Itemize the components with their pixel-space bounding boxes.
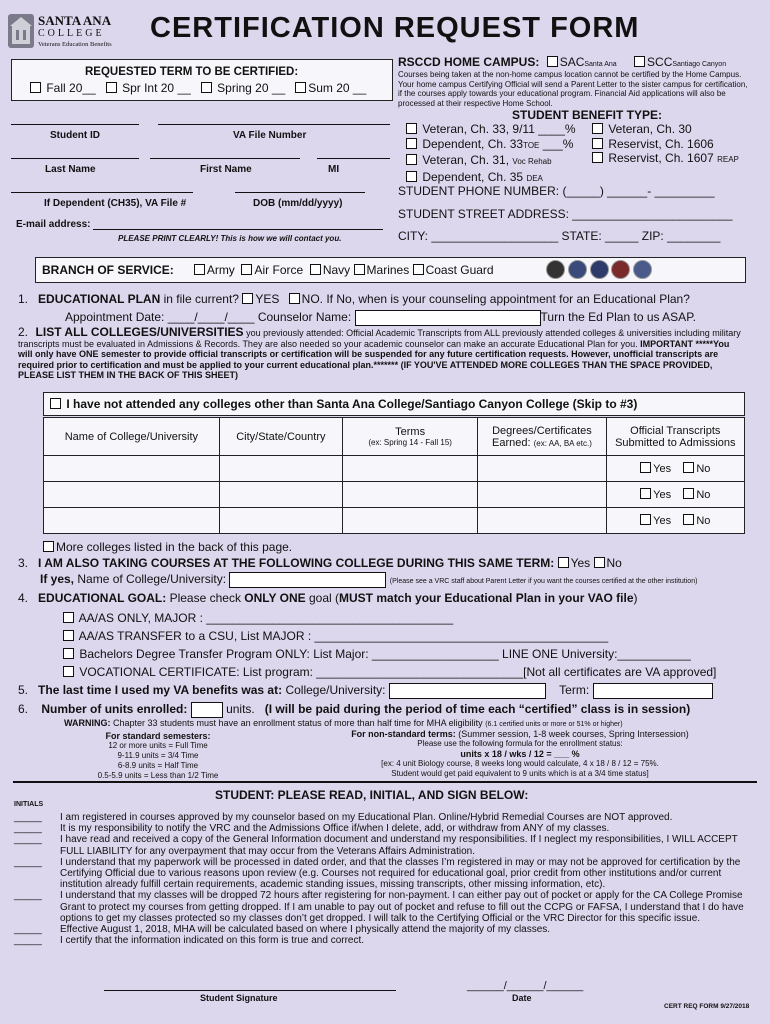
term-spring[interactable]: Spring 20 __ (201, 81, 285, 95)
benefit-ch33[interactable]: Veteran, Ch. 33, 9/11 ____% (406, 122, 576, 137)
q3-no-checkbox[interactable] (594, 557, 605, 568)
q1-followup: If No, when is your counseling appointment for an Educational Plan? (323, 292, 690, 306)
colleges-table (43, 417, 745, 534)
initial-field[interactable]: _____ (14, 935, 42, 947)
q1-no-checkbox[interactable] (289, 293, 300, 304)
service-seals (546, 260, 652, 282)
campus-section (398, 55, 758, 108)
benefit-heading: STUDENT BENEFIT TYPE: (512, 108, 663, 122)
marines-seal-icon (611, 260, 630, 279)
ack-item: _____ I understand that my paperwork will be processed in dated order, and that the classes I’m registered in may or may not be approved for certification by the Certifying Official due to various reasons upon review (e.g. Courses not required for educational goal, prior credit from other institutions and/or current institution already fulfill certain requirements, academic standing issues, missing transcripts, other missing information, etc). (14, 856, 741, 891)
initial-field[interactable]: _____ (14, 823, 42, 835)
last-name-label: Last Name (45, 164, 96, 175)
air-force-seal-icon (568, 260, 587, 279)
benefit-ch30[interactable]: Veteran, Ch. 30 (592, 122, 739, 137)
table-row[interactable]: Yes No (44, 508, 745, 534)
q2 (18, 327, 746, 381)
va-file-label: VA File Number (233, 130, 307, 141)
benefit-ch31[interactable]: Veteran, Ch. 31, Voc Rehab (406, 153, 576, 170)
q2-lead: LIST ALL COLLEGES/UNIVERSITIES (35, 325, 244, 339)
branch-army[interactable]: Army (194, 263, 235, 277)
q6: 6. Number of units enrolled: units. (I will be paid during the period of time each “certified” class is in session) (18, 702, 691, 717)
table-row[interactable]: Yes No (44, 456, 745, 482)
initial-field[interactable]: _____ (14, 856, 42, 868)
not-attended-label: I have not attended any colleges other than Santa Ana College/Santiago Canyon College (Skip to #3) (66, 397, 638, 411)
q2-num: 2. (18, 325, 29, 339)
logo-line1: SANTA ANA (38, 13, 112, 28)
email-label: E-mail address: (16, 219, 91, 230)
yes-checkbox[interactable] (640, 488, 651, 499)
campus-heading: RSCCD HOME CAMPUS: (398, 55, 540, 69)
q1-no: NO. (301, 292, 324, 306)
print-clearly-note: PLEASE PRINT CLEARLY! This is how we will contact you. (118, 234, 342, 243)
ack-item: _____ I certify that the information indicated on this form is true and correct. (14, 935, 365, 947)
last-term-input[interactable] (593, 683, 713, 699)
va-file-line[interactable] (158, 124, 390, 125)
q3-if-yes: If yes, Name of College/University: (Please see a VRC staff about Parent Letter if you want the courses certified at the other institution) (40, 572, 698, 587)
units-input[interactable] (191, 702, 223, 718)
requested-term-box (11, 59, 393, 101)
goal-vocational[interactable]: VOCATIONAL CERTIFICATE: List program: _______________________________[Not all certificates are VA approved] (63, 663, 716, 681)
city-state-zip-field[interactable]: CITY: ___________________ STATE: _____ ZIP: ________ (398, 229, 721, 243)
term-options (30, 81, 366, 95)
ack-item: _____ I have read and received a copy of the General Information document and understand my responsibilities. If I neglect my responsibilities, I WILL ACCEPT FULL LIABILITY for any overpayment that may occur from the Veterans Affairs Administration. (14, 834, 738, 857)
acknowledgements (14, 812, 754, 946)
col-degrees-header: Degrees/Certificates Earned: (ex: AA, BA etc.) (478, 418, 606, 456)
not-attended-checkbox[interactable] (50, 398, 61, 409)
checkbox[interactable] (30, 82, 41, 93)
yes-checkbox[interactable] (640, 514, 651, 525)
col-location-header: City/State/Country (219, 418, 342, 456)
turn-in-note: Turn the Ed Plan to us ASAP. (540, 310, 696, 325)
col-name-header: Name of College/University (44, 418, 220, 456)
scc-sub: Santiago Canyon (672, 61, 727, 68)
q1 (18, 292, 690, 306)
goal-aa-as[interactable]: AA/AS ONLY, MAJOR : _____________________________________ (63, 609, 716, 627)
no-checkbox[interactable] (683, 488, 694, 499)
checkbox[interactable] (201, 82, 212, 93)
ack-item: _____ I am registered in courses approved by my counselor based on my Educational Plan. Online/Hybrid Remedial Courses are NOT approved. (14, 812, 673, 823)
navy-seal-icon (590, 260, 609, 279)
benefit-ch1607[interactable]: Reservist, Ch. 1607 REAP (592, 151, 739, 168)
email-line[interactable] (93, 229, 383, 230)
date-label: Date (512, 993, 532, 1003)
last-name-line[interactable] (11, 158, 139, 159)
q4-goals (63, 609, 716, 681)
mi-line[interactable] (317, 158, 390, 159)
branch-navy[interactable]: Navy (310, 263, 350, 277)
q5: 5. The last time I used my VA benefits was at: College/University: Term: (18, 683, 713, 699)
page-title: CERTIFICATION REQUEST FORM (150, 12, 640, 44)
goal-aa-as-transfer[interactable]: AA/AS TRANSFER to a CSU, List MAJOR : ____________________________________________ (63, 627, 716, 645)
q3-text: I AM ALSO TAKING COURSES AT THE FOLLOWING COLLEGE DURING THIS SAME TERM: (38, 556, 555, 570)
branch-coast-guard[interactable]: Coast Guard (413, 263, 494, 277)
more-colleges-checkbox[interactable] (43, 541, 54, 552)
first-name-label: First Name (200, 164, 252, 175)
term-sum[interactable]: Sum 20 __ (295, 81, 366, 95)
benefit-left (406, 122, 576, 186)
requested-term-heading: REQUESTED TERM TO BE CERTIFIED: (85, 66, 299, 78)
signature-line[interactable] (104, 990, 396, 991)
ack-item: _____ Effective August 1, 2018, MHA will be calculated based on where I physically attend the majority of my classes. (14, 924, 551, 936)
no-checkbox[interactable] (683, 462, 694, 473)
q4: 4. EDUCATIONAL GOAL: Please check ONLY ONE goal (MUST match your Educational Plan in your VAO file) (18, 591, 638, 605)
benefit-ch33-toe[interactable]: Dependent, Ch. 33TOE ___% (406, 137, 576, 154)
mi-label: MI (328, 164, 340, 175)
appointment-date[interactable]: Appointment Date: ____/____/____ Counselor Name: (65, 310, 352, 325)
q1-lead: EDUCATIONAL PLAN (38, 292, 161, 306)
scc-label: SCC (647, 55, 673, 69)
phone-field[interactable]: STUDENT PHONE NUMBER: (_____) ______- _________ (398, 184, 715, 198)
initials-label: INITIALS (14, 801, 44, 808)
campus-note: Courses being taken at the non-home campus location cannot be certified by the Home Campus. Your home campus Certifying Official will send a Parent Letter to the sister campus for certification, if the courses apply towards your educational program. Financial Aid applications will also be processed at their respective Home School. (398, 70, 748, 108)
dependent-va-file-label: If Dependent (CH35), VA File # (44, 198, 187, 209)
sac-checkbox[interactable] (547, 56, 558, 67)
signature-label: Student Signature (200, 993, 278, 1003)
benefit-ch1606[interactable]: Reservist, Ch. 1606 (592, 137, 739, 152)
sac-sub: Santa Ana (584, 61, 617, 68)
q3-yes-checkbox[interactable] (558, 557, 569, 568)
dependent-va-file-line[interactable] (11, 192, 193, 193)
branch-air-force[interactable]: Air Force (241, 263, 303, 277)
coast-guard-seal-icon (633, 260, 652, 279)
dob-line[interactable] (235, 192, 365, 193)
other-college-input[interactable] (229, 572, 386, 588)
checkbox[interactable] (106, 82, 117, 93)
col-terms-header: Terms (ex: Spring 14 - Fall 15) (342, 418, 477, 456)
q1-yes: YES (255, 292, 280, 306)
logo (8, 12, 123, 52)
branch-label: BRANCH OF SERVICE: (42, 263, 174, 277)
student-id-label: Student ID (50, 130, 100, 141)
term-fall[interactable]: Fall 20__ (30, 81, 96, 95)
more-colleges[interactable]: More colleges listed in the back of this page. (43, 540, 292, 554)
ack-item: _____ I understand that my classes will be dropped 72 hours after registering for non-payment. I can either pay out of pocket or apply for the CA College Promise Grant to protect my courses from getting dropped. If I am unable to pay out of pocket and refuse to fill out the CCPG or FAFSA, I understand that I do have options to get my classes protected so my classes don’t get dropped. I will talk to the Certifying Official or the VRC Director for this specific issue. (14, 890, 744, 924)
college-seal-icon (8, 14, 34, 48)
initial-field[interactable]: _____ (14, 924, 42, 936)
q1-text: in file current? (160, 292, 243, 306)
goal-bachelors[interactable]: Bachelors Degree Transfer Program ONLY: List Major: ___________________ LINE ONE University:___________ (63, 645, 716, 663)
q2-body: you previously attended: Official Academic Transcripts from ALL previously attended colleges & universities including military transcripts must be evaluated in Admissions & Records. They are also needed so your academic counselor can make an accurate Educational Plan for you. (18, 328, 741, 349)
army-seal-icon (546, 260, 565, 279)
nonstandard-terms: For non-standard terms: (Summer session, 1-8 week courses, Spring Intersession) Please use the following formula for the enrollment status: units x 18 / wks / 12 = ___ % [ex: 4 unit Biology course, 8 weeks long would calculate, 4 x 18 / 8 / 12 = 75%. Student would get paid equivalent to 9 units which is at a 3/4 time status] (351, 729, 689, 778)
col-transcripts-header: Official Transcripts Submitted to Admissions (606, 418, 744, 456)
dob-label: DOB (mm/dd/yyyy) (253, 198, 343, 209)
counselor-name-input[interactable] (355, 310, 541, 326)
table-header-row (44, 418, 745, 456)
yes-checkbox[interactable] (640, 462, 651, 473)
checkbox[interactable] (295, 82, 306, 93)
benefit-ch35[interactable]: Dependent, Ch. 35 DEA (406, 170, 576, 187)
q3: 3. I AM ALSO TAKING COURSES AT THE FOLLOWING COLLEGE DURING THIS SAME TERM: Yes No (18, 556, 622, 570)
initial-field[interactable]: _____ (14, 834, 42, 846)
standard-semesters: For standard semesters: 12 or more units = Full Time 9-11.9 units = 3/4 Time 6-8.9 units = Half Time 0.5-5.9 units = Less than 1/2 Time (97, 731, 219, 780)
branch-box (35, 257, 746, 283)
table-row[interactable]: Yes No (44, 482, 745, 508)
section-divider (13, 781, 757, 783)
street-field[interactable]: STUDENT STREET ADDRESS: ________________________ (398, 207, 733, 221)
date-field[interactable]: ______/______/______ (467, 980, 584, 992)
q6-warning: WARNING: Chapter 33 students must have an enrollment status of more than half time for MHA eligibility (6.1 certified units or more or 51% or higher) (64, 718, 623, 728)
no-checkbox[interactable] (683, 514, 694, 525)
benefit-right (592, 122, 739, 168)
last-college-input[interactable] (389, 683, 546, 699)
first-name-line[interactable] (150, 158, 300, 159)
initial-field[interactable]: _____ (14, 890, 42, 902)
initial-field[interactable]: _____ (14, 812, 42, 823)
logo-line3: Veterans Education Benefits (38, 41, 112, 48)
branch-marines[interactable]: Marines (354, 263, 410, 277)
q1-num: 1. (18, 292, 29, 306)
q1-appointment (65, 310, 696, 326)
q3-note: (Please see a VRC staff about Parent Letter if you want the courses certified at the other institution) (389, 578, 698, 586)
sign-heading: STUDENT: PLEASE READ, INITIAL, AND SIGN BELOW: (215, 788, 529, 802)
q1-yes-checkbox[interactable] (242, 293, 253, 304)
student-id-line[interactable] (11, 124, 139, 125)
form-footer: CERT REQ FORM 9/27/2018 (664, 1003, 750, 1010)
sac-label: SAC (559, 55, 585, 69)
logo-line2: COLLEGE (38, 28, 105, 39)
ack-item: _____ It is my responsibility to notify the VRC and the Admissions Office if/when I delete, add, or withdraw from ANY of my classes. (14, 823, 610, 835)
q2-important: IMPORTANT *****You will only have ONE semester to provide official transcripts or certification will be suspended for any future certification requests. However, unofficial transcripts are required prior to certification and must be applied to your current educational plan.******* (IF YOU'VE ATTENDED MORE COLLEGES THAN THE SPACE PROVIDED, PLEASE LIST THEM IN THE BACK OF THIS SHEET) (18, 338, 730, 380)
term-spr-int[interactable]: Spr Int 20 __ (106, 81, 191, 95)
scc-checkbox[interactable] (634, 56, 645, 67)
not-attended-row[interactable] (43, 392, 745, 416)
